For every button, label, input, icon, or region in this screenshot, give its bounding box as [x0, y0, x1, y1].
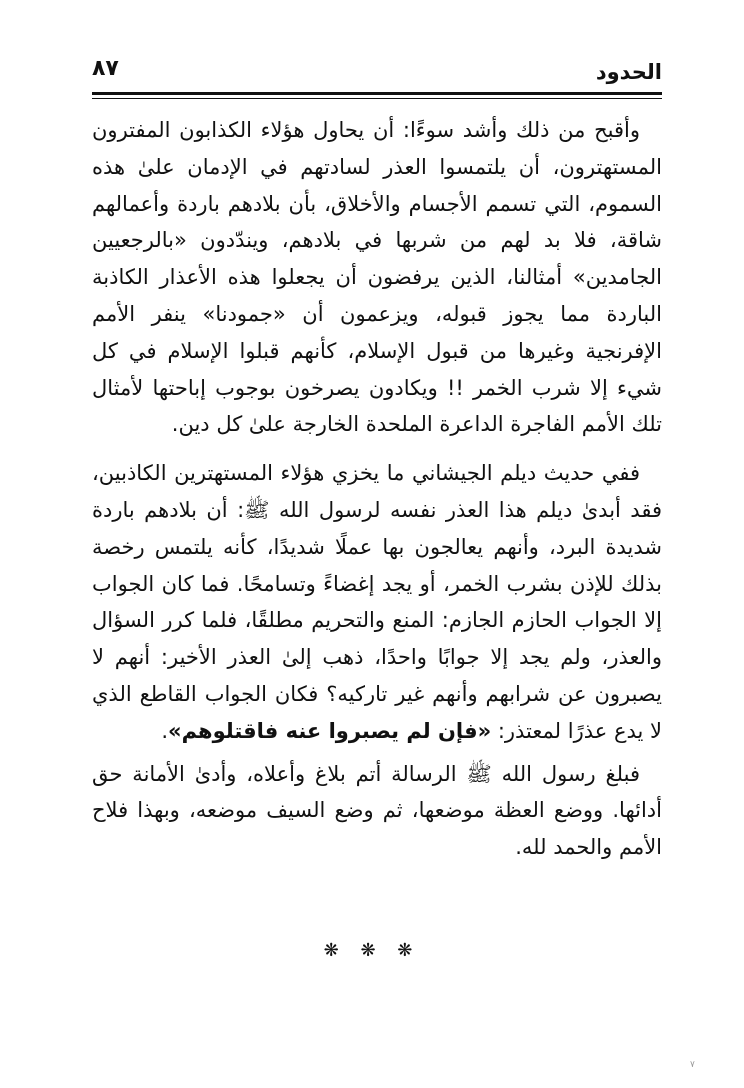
- hadith-quote: «فإن لم يصبروا عنه فاقتلوهم»: [168, 718, 492, 743]
- header-rule-thick: [92, 92, 662, 95]
- paragraph-2-end: .: [161, 718, 168, 743]
- page-header: [92, 56, 662, 86]
- paragraph-1: وأقبح من ذلك وأشد سوءًا: أن يحاول هؤلاء الكذابون المفترون المستهترون، أن يلتمسوا العذر لسادتهم في الإدمان علىٰ هذه السموم، التي تسمم الأجسام والأخلاق، بأن بلادهم باردة وأعمالهم شاقة، فلا بد لهم من شربها في بلادهم، ويندّدون «بالرجعيين الجامدين» أمثالنا، الذين يرفضون أن يجعلوا هذه الأعذار الكاذبة الباردة مما يجوز قبوله، ويزعمون أن «جمودنا» ينفر الأمم الإفرنجية وغيرها من قبول الإسلام، كأنهم قبلوا الإسلام في كل شيء إلا شرب الخمر !! ويكادون يصرخون بوجوب إباحتها لأمثال تلك الأمم الفاجرة الداعرة الملحدة الخارجة علىٰ كل دين.: [92, 118, 662, 437]
- paragraph-2: [92, 455, 662, 749]
- chapter-title: الحدود: [595, 60, 662, 84]
- page-number: ٨٧: [92, 56, 119, 81]
- paragraph-3: فبلغ رسول الله ﷺ الرسالة أتم بلاغ وأعلاه، وأدىٰ الأمانة حق أدائها. ووضع العظة موضعها، ثم وضع السيف موضعه، وبهذا فلاح الأمم والحمد لله.: [92, 761, 662, 860]
- body-text: [92, 112, 662, 878]
- header-rule-thin: [92, 98, 662, 99]
- paragraph-2-text: ففي حديث ديلم الجيشاني ما يخزي هؤلاء المستهترين الكاذبين، فقد أبدىٰ ديلم هذا العذر نفسه لرسول الله ﷺ: أن بلادهم باردة شديدة البرد، وأنهم يعالجون بها عملًا شديدًا، كأنه يلتمس رخصة بذلك للإذن بشرب الخمر، أو يجد إغضاءً وتسامحًا. فما كان الجواب إلا الجواب الحازم الجازم: المنع والتحريم مطلقًا، فلما كرر السؤال والعذر، ولم يجد إلا جوابًا واحدًا، ذهب إلىٰ العذر الأخير: أنهم لا يصبرون عن شرابهم وأنهم غير تاركيه؟ فكان الجواب القاطع الذي لا يدع عذرًا لمعتذر:: [92, 461, 662, 743]
- corner-mark: ٧: [690, 1060, 695, 1070]
- section-separator: ❋ ❋ ❋: [323, 940, 421, 961]
